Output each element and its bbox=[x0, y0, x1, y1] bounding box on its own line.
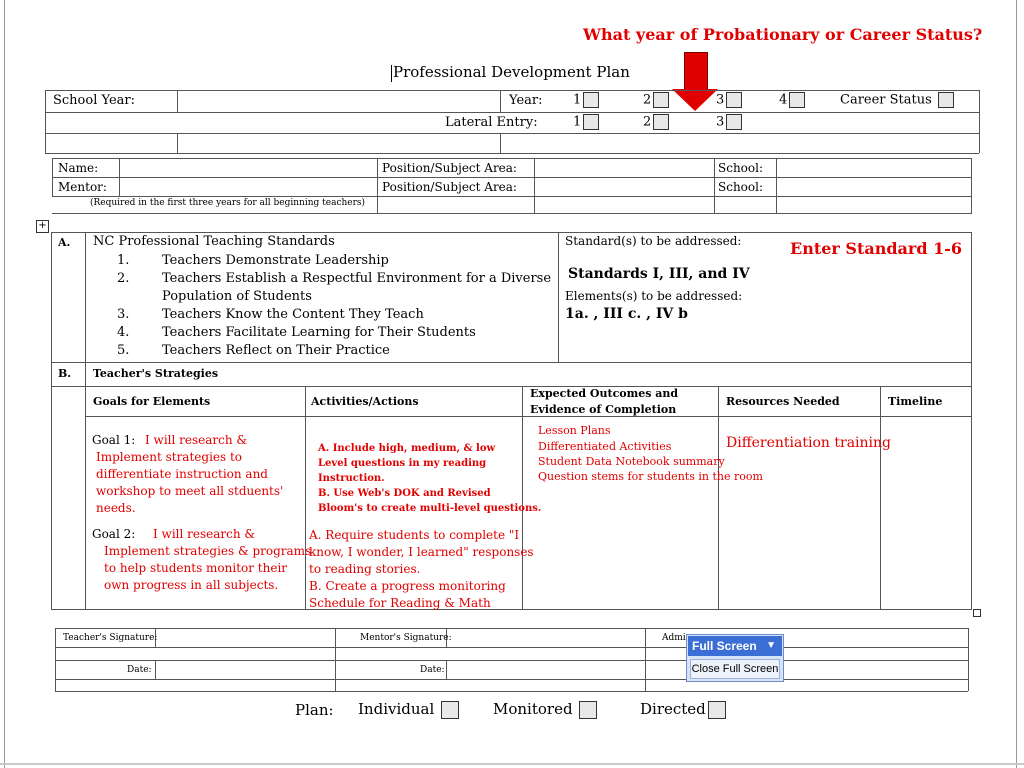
full-screen-title: Full Screen bbox=[692, 639, 757, 653]
plan-monitored-checkbox[interactable] bbox=[579, 701, 597, 719]
col-outcomes: Expected Outcomes and bbox=[530, 387, 679, 400]
mentor-signature-label: Mentor's Signature: bbox=[360, 633, 452, 643]
activities2-line[interactable]: B. Create a progress monitoring bbox=[309, 579, 506, 593]
plan-directed-checkbox[interactable] bbox=[708, 701, 726, 719]
career-status-checkbox[interactable] bbox=[938, 92, 954, 108]
lateral-1-checkbox[interactable] bbox=[583, 114, 599, 130]
school-year-label: School Year: bbox=[53, 93, 135, 108]
full-screen-toolbar bbox=[686, 634, 784, 682]
year-1-checkbox[interactable] bbox=[583, 92, 599, 108]
standard-text: Teachers Know the Content They Teach bbox=[162, 307, 424, 322]
goal2-line[interactable]: I will research & bbox=[153, 527, 256, 541]
year-4-label: 4 bbox=[779, 92, 788, 108]
goal1-line[interactable]: needs. bbox=[96, 501, 136, 515]
year-1-label: 1 bbox=[573, 92, 582, 108]
table-resize-handle[interactable] bbox=[973, 609, 981, 617]
standard-num: 1. bbox=[117, 253, 130, 268]
standard-text: Teachers Reflect on Their Practice bbox=[162, 343, 390, 358]
goal1-line[interactable]: I will research & bbox=[145, 433, 248, 447]
standard-num: 2. bbox=[117, 271, 130, 286]
activities1-line[interactable]: A. Include high, medium, & low bbox=[318, 443, 496, 454]
enter-standard-note: Enter Standard 1-6 bbox=[790, 239, 962, 258]
year-3-option[interactable] bbox=[716, 92, 742, 108]
question-banner: What year of Probationary or Career Status? bbox=[583, 25, 983, 44]
plan-individual-label: Individual bbox=[358, 700, 435, 718]
year-2-checkbox[interactable] bbox=[653, 92, 669, 108]
lateral-2-label: 2 bbox=[643, 114, 652, 130]
activities1-line[interactable]: Level questions in my reading bbox=[318, 458, 487, 469]
strategies-heading: Teacher's Strategies bbox=[93, 367, 219, 380]
outcome-line[interactable]: Student Data Notebook summary bbox=[538, 455, 725, 468]
plan-monitored-label: Monitored bbox=[493, 700, 573, 718]
lateral-2-option[interactable] bbox=[643, 114, 669, 130]
outcome-line[interactable]: Differentiated Activities bbox=[538, 440, 672, 453]
outcome-line[interactable]: Question stems for students in the room bbox=[538, 470, 763, 483]
goal1-label: Goal 1: bbox=[92, 433, 136, 447]
arrow-icon bbox=[684, 52, 708, 92]
career-status-label: Career Status bbox=[840, 92, 932, 108]
plan-directed-option[interactable] bbox=[640, 700, 726, 719]
standard-text: Teachers Establish a Respectful Environment for a Diverse bbox=[162, 271, 552, 286]
lateral-entry-label: Lateral Entry: bbox=[445, 115, 538, 130]
elements-label: Elements(s) to be addressed: bbox=[565, 289, 743, 303]
standard-text: Teachers Demonstrate Leadership bbox=[162, 253, 389, 268]
plan-individual-checkbox[interactable] bbox=[441, 701, 459, 719]
standards-heading: NC Professional Teaching Standards bbox=[93, 234, 335, 249]
goal2-line[interactable]: Implement strategies & programs bbox=[104, 544, 312, 558]
standard-num: 4. bbox=[117, 325, 130, 340]
year-label: Year: bbox=[509, 93, 543, 108]
full-screen-menu[interactable] bbox=[688, 636, 782, 656]
lateral-2-checkbox[interactable] bbox=[653, 114, 669, 130]
outcome-line[interactable]: Lesson Plans bbox=[538, 424, 611, 437]
lateral-1-label: 1 bbox=[573, 114, 582, 130]
position-label-2: Position/Subject Area: bbox=[382, 180, 517, 194]
position-label-1: Position/Subject Area: bbox=[382, 161, 517, 175]
lateral-3-label: 3 bbox=[716, 114, 725, 130]
year-4-option[interactable] bbox=[779, 92, 805, 108]
standards-value[interactable]: Standards I, III, and IV bbox=[568, 266, 750, 282]
activities1-line[interactable]: B. Use Web's DOK and Revised bbox=[318, 488, 491, 499]
plan-label: Plan: bbox=[295, 701, 334, 719]
goal2-label: Goal 2: bbox=[92, 527, 136, 541]
doc-title-text: Professional Development Plan bbox=[393, 63, 630, 81]
text-cursor bbox=[391, 65, 392, 82]
dropdown-arrow-icon[interactable]: ▼ bbox=[766, 640, 776, 651]
lateral-3-option[interactable] bbox=[716, 114, 742, 130]
standard-text: Population of Students bbox=[162, 289, 312, 304]
school-label-2: School: bbox=[718, 180, 763, 194]
window-edge-right bbox=[1016, 0, 1017, 768]
activities1-line[interactable]: Bloom's to create multi-level questions. bbox=[318, 503, 542, 514]
standard-text: Teachers Facilitate Learning for Their Students bbox=[162, 325, 476, 340]
required-note: (Required in the first three years for all beginning teachers) bbox=[90, 198, 366, 208]
teacher-date-label: Date: bbox=[127, 665, 152, 675]
plan-individual-option[interactable] bbox=[358, 700, 459, 719]
page-title bbox=[391, 63, 630, 82]
year-3-checkbox[interactable] bbox=[726, 92, 742, 108]
year-2-label: 2 bbox=[643, 92, 652, 108]
col-goals: Goals for Elements bbox=[93, 395, 211, 408]
plan-directed-label: Directed bbox=[640, 700, 706, 718]
activities2-line[interactable]: A. Require students to complete "I bbox=[309, 528, 520, 542]
plan-monitored-option[interactable] bbox=[493, 700, 597, 719]
resources-value[interactable]: Differentiation training bbox=[726, 435, 891, 451]
section-b-marker: B. bbox=[58, 367, 72, 380]
activities2-line[interactable]: Schedule for Reading & Math bbox=[309, 596, 491, 610]
col-resources: Resources Needed bbox=[726, 395, 840, 408]
school-label-1: School: bbox=[718, 161, 763, 175]
lateral-1-option[interactable] bbox=[573, 114, 599, 130]
year-1-option[interactable] bbox=[573, 92, 599, 108]
mentor-date-label: Date: bbox=[420, 665, 445, 675]
table-move-handle-icon[interactable]: + bbox=[36, 220, 49, 233]
close-full-screen-button[interactable]: Close Full Screen bbox=[690, 659, 780, 679]
standard-num: 3. bbox=[117, 307, 130, 322]
year-3-label: 3 bbox=[716, 92, 725, 108]
standard-num: 5. bbox=[117, 343, 130, 358]
standards-to-address-label: Standard(s) to be addressed: bbox=[565, 234, 742, 248]
activities2-line[interactable]: to reading stories. bbox=[309, 562, 421, 576]
admin-signature-label: Admi bbox=[662, 633, 686, 643]
goal1-line[interactable]: differentiate instruction and bbox=[96, 467, 268, 481]
goal2-line[interactable]: to help students monitor their bbox=[104, 561, 288, 575]
elements-value[interactable]: 1a. , III c. , IV b bbox=[565, 306, 688, 322]
section-a-marker: A. bbox=[58, 236, 71, 249]
goal2-line[interactable]: own progress in all subjects. bbox=[104, 578, 279, 592]
goal1-line[interactable]: Implement strategies to bbox=[96, 450, 243, 464]
goal1-line[interactable]: workshop to meet all stduents' bbox=[96, 484, 284, 498]
col-timeline: Timeline bbox=[888, 395, 943, 408]
col-evidence: Evidence of Completion bbox=[530, 403, 677, 416]
teacher-signature-label: Teacher's Signature: bbox=[63, 633, 158, 643]
name-label: Name: bbox=[58, 161, 99, 175]
col-activities: Activities/Actions bbox=[311, 395, 419, 408]
year-4-checkbox[interactable] bbox=[789, 92, 805, 108]
activities2-line[interactable]: know, I wonder, I learned" responses bbox=[309, 545, 534, 559]
mentor-label: Mentor: bbox=[58, 180, 107, 194]
lateral-3-checkbox[interactable] bbox=[726, 114, 742, 130]
career-status-option[interactable] bbox=[840, 92, 954, 108]
arrow-head-icon bbox=[672, 89, 718, 111]
year-2-option[interactable] bbox=[643, 92, 669, 108]
window-edge-left bbox=[4, 0, 5, 768]
window-edge-bottom bbox=[0, 763, 1024, 765]
activities1-line[interactable]: Instruction. bbox=[318, 473, 385, 484]
